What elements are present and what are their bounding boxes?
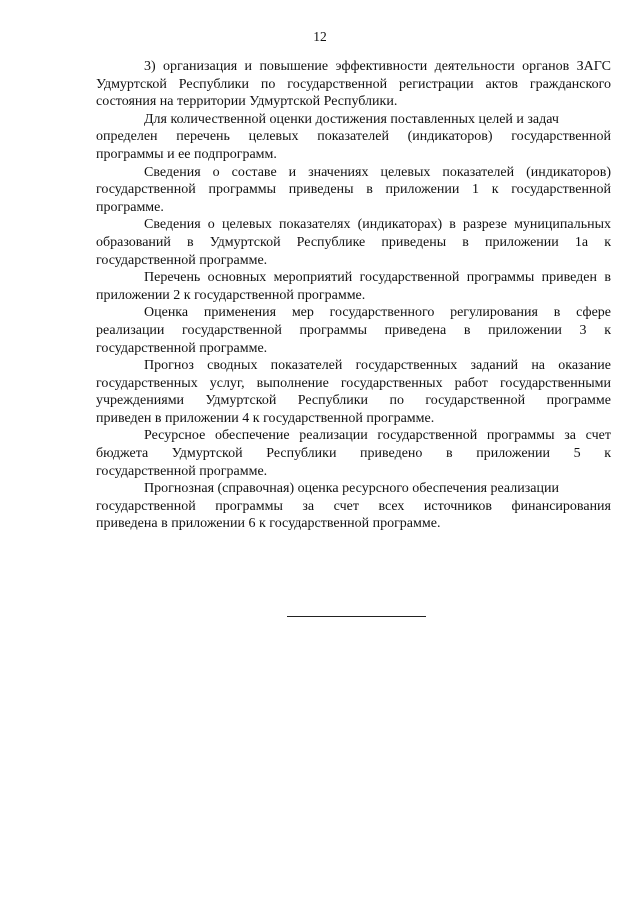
end-divider-line bbox=[287, 616, 426, 617]
paragraph-line: государственной программе. bbox=[96, 252, 268, 268]
paragraph-line: учреждениями Удмуртской Республики по государственной программе bbox=[96, 393, 611, 409]
paragraph-line: программе. bbox=[96, 199, 164, 215]
paragraph-line: Оценка применения мер государственного регулирования в сфере bbox=[144, 305, 611, 321]
document-body bbox=[96, 58, 611, 533]
paragraph-appendix-1 bbox=[96, 164, 611, 217]
paragraph-line: реализации государственной программы приведена в приложении 3 к bbox=[96, 322, 611, 338]
paragraph-appendix-3 bbox=[96, 304, 611, 357]
page-number: 12 bbox=[313, 29, 327, 44]
paragraph-line: Сведения о целевых показателях (индикаторах) в разрезе муниципальных bbox=[144, 217, 611, 233]
paragraph-zags-organization bbox=[96, 58, 611, 111]
paragraph-line: Удмуртской Республики по государственной регистрации актов гражданского bbox=[96, 76, 611, 92]
paragraph-line: государственной программы приведены в приложении 1 к государственной bbox=[96, 182, 611, 198]
paragraph-line: Для количественной оценки достижения поставленных целей и задач bbox=[144, 111, 559, 127]
paragraph-appendix-4 bbox=[96, 357, 611, 427]
paragraph-indicators-list bbox=[96, 111, 611, 164]
paragraph-line: бюджета Удмуртской Республики приведено в приложении 5 к bbox=[96, 446, 611, 462]
paragraph-appendix-5 bbox=[96, 427, 611, 480]
paragraph-line: состояния на территории Удмуртской Республики. bbox=[96, 94, 398, 110]
paragraph-line: Сведения о составе и значениях целевых показателей (индикаторов) bbox=[144, 164, 611, 180]
paragraph-line: программы и ее подпрограмм. bbox=[96, 146, 277, 162]
paragraph-line: приведен в приложении 4 к государственной программе. bbox=[96, 410, 435, 426]
paragraph-line: Прогноз сводных показателей государственных заданий на оказание bbox=[144, 358, 611, 374]
paragraph-line: 3) организация и повышение эффективности деятельности органов ЗАГС bbox=[144, 59, 611, 74]
paragraph-line: приведена в приложении 6 к государственной программе. bbox=[96, 516, 441, 532]
paragraph-line: государственной программе. bbox=[96, 463, 268, 479]
paragraph-line: Перечень основных мероприятий государственной программы приведен в bbox=[144, 270, 611, 286]
paragraph-line: государственной программы за счет всех источников финансирования bbox=[96, 498, 611, 514]
paragraph-appendix-6 bbox=[96, 480, 611, 533]
paragraph-line: Ресурсное обеспечение реализации государственной программы за счет bbox=[144, 428, 611, 444]
paragraph-line: Прогнозная (справочная) оценка ресурсного обеспечения реализации bbox=[144, 481, 559, 497]
paragraph-appendix-1a bbox=[96, 216, 611, 269]
paragraph-line: образований в Удмуртской Республике приведены в приложении 1а к bbox=[96, 234, 611, 250]
paragraph-line: приложении 2 к государственной программе. bbox=[96, 287, 366, 303]
paragraph-line: государственных услуг, выполнение государственных работ государственными bbox=[96, 375, 611, 391]
paragraph-appendix-2 bbox=[96, 269, 611, 304]
paragraph-line: определен перечень целевых показателей (индикаторов) государственной bbox=[96, 129, 611, 145]
paragraph-line: государственной программе. bbox=[96, 340, 268, 356]
